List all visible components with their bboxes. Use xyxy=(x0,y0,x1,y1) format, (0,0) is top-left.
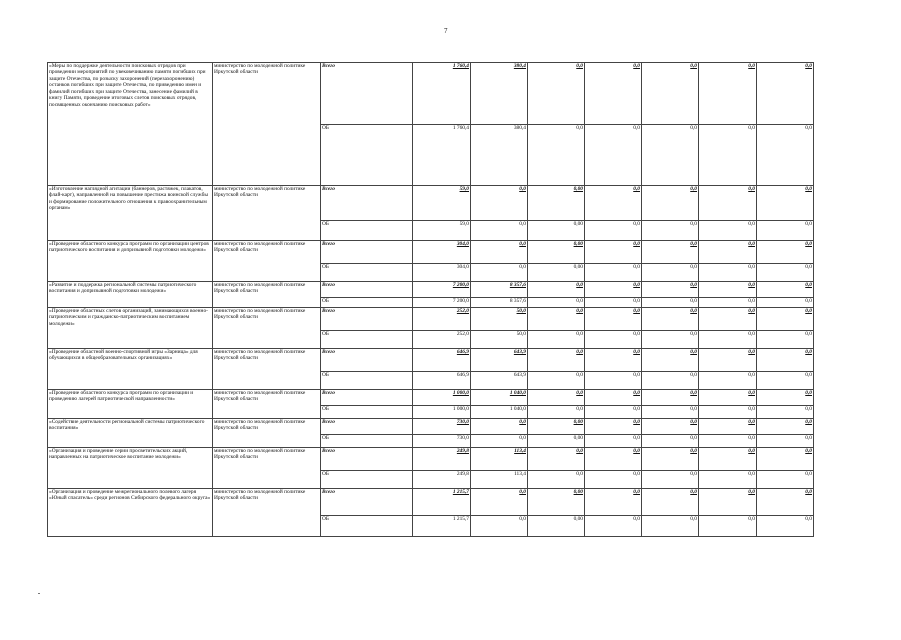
value-cell: 0,0 xyxy=(528,471,585,489)
value-cell: 0,0 xyxy=(699,241,757,264)
measure-description: «Проведение областных слетов организаций, занимающихся военно-патриотическим и гражданско-патриотическим воспитанием молодежи» xyxy=(48,308,213,349)
responsible-org: министерство по молодежной политике Иркутской области xyxy=(213,489,321,537)
measure-description: «Организация и проведение серии просветительских акций, направленных на патриотическое воспитание молодежи» xyxy=(48,448,213,489)
value-cell: 0,0 xyxy=(642,516,699,537)
scan-speck xyxy=(38,593,40,594)
page-number: 7 xyxy=(444,27,448,35)
funding-source-total: Всего xyxy=(321,282,413,298)
value-cell: 1 760,4 xyxy=(413,125,471,186)
value-cell: 0,0 xyxy=(585,298,642,308)
value-cell: 0,0 xyxy=(699,282,757,298)
value-cell: 0,00 xyxy=(528,435,585,448)
funding-source-ob: ОБ xyxy=(321,264,413,282)
funding-source-total: Всего xyxy=(321,241,413,264)
value-cell: 8 357,6 xyxy=(471,298,528,308)
value-cell: 0,0 xyxy=(757,471,814,489)
value-cell: 1 000,0 xyxy=(413,406,471,419)
value-cell: 0,0 xyxy=(699,448,757,471)
value-cell: 0,0 xyxy=(642,125,699,186)
value-cell: 0,0 xyxy=(757,349,814,372)
funding-source-ob: ОБ xyxy=(321,298,413,308)
value-cell: 0,0 xyxy=(585,406,642,419)
value-cell: 7 200,0 xyxy=(413,282,471,298)
funding-source-total: Всего xyxy=(321,448,413,471)
value-cell: 0,0 xyxy=(642,282,699,298)
responsible-org: министерство по молодежной политике Иркутской области xyxy=(213,241,321,282)
value-cell: 252,0 xyxy=(413,331,471,349)
value-cell: 730,0 xyxy=(413,435,471,448)
value-cell: 0,0 xyxy=(757,125,814,186)
value-cell: 0,0 xyxy=(699,125,757,186)
value-cell: 0,0 xyxy=(757,489,814,516)
funding-source-total: Всего xyxy=(321,349,413,372)
table-row xyxy=(48,489,814,516)
value-cell: 0,00 xyxy=(528,264,585,282)
responsible-org: министерство по молодежной политике Иркутской области xyxy=(213,448,321,489)
value-cell: 0,0 xyxy=(757,372,814,390)
funding-source-ob: ОБ xyxy=(321,221,413,241)
value-cell: 0,0 xyxy=(642,241,699,264)
value-cell: 50,0 xyxy=(471,308,528,331)
value-cell: 1 760,4 xyxy=(413,63,471,125)
value-cell: 59,0 xyxy=(413,221,471,241)
table-row xyxy=(48,390,814,406)
value-cell: 0,0 xyxy=(757,419,814,435)
funding-source-ob: ОБ xyxy=(321,406,413,419)
funding-source-total: Всего xyxy=(321,63,413,125)
value-cell: 0,0 xyxy=(757,186,814,221)
funding-source-ob: ОБ xyxy=(321,471,413,489)
value-cell: 0,0 xyxy=(642,390,699,406)
table-row xyxy=(48,419,814,435)
measure-description: «Проведение областной военно-спортивной игры «Зарница» для обучающихся в общеобразовательных организациях» xyxy=(48,349,213,390)
value-cell: 0,0 xyxy=(699,489,757,516)
value-cell: 0,0 xyxy=(642,308,699,331)
value-cell: 0,0 xyxy=(471,241,528,264)
value-cell: 0,0 xyxy=(642,448,699,471)
value-cell: 0,0 xyxy=(471,516,528,537)
value-cell: 0,0 xyxy=(699,390,757,406)
value-cell: 0,0 xyxy=(585,390,642,406)
value-cell: 730,0 xyxy=(413,419,471,435)
value-cell: 304,0 xyxy=(413,264,471,282)
value-cell: 1 215,7 xyxy=(413,516,471,537)
measure-description: «Содействие деятельности региональной системы патриотического воспитания» xyxy=(48,419,213,448)
value-cell: 0,0 xyxy=(642,331,699,349)
value-cell: 304,0 xyxy=(413,241,471,264)
value-cell: 0,00 xyxy=(528,241,585,264)
value-cell: 0,0 xyxy=(642,489,699,516)
value-cell: 0,0 xyxy=(699,435,757,448)
value-cell: 0,00 xyxy=(528,489,585,516)
value-cell: 0,0 xyxy=(528,406,585,419)
funding-source-ob: ОБ xyxy=(321,516,413,537)
value-cell: 0,0 xyxy=(585,471,642,489)
funding-source-ob: ОБ xyxy=(321,331,413,349)
funding-source-total: Всего xyxy=(321,308,413,331)
value-cell: 0,0 xyxy=(585,264,642,282)
value-cell: 380,4 xyxy=(471,63,528,125)
funding-source-total: Всего xyxy=(321,390,413,406)
value-cell: 0,0 xyxy=(528,349,585,372)
value-cell: 0,0 xyxy=(757,435,814,448)
funding-source-ob: ОБ xyxy=(321,125,413,186)
value-cell: 0,0 xyxy=(471,489,528,516)
value-cell: 0,0 xyxy=(642,419,699,435)
value-cell: 50,0 xyxy=(471,331,528,349)
value-cell: 0,0 xyxy=(699,331,757,349)
value-cell: 0,0 xyxy=(528,448,585,471)
value-cell: 0,0 xyxy=(642,264,699,282)
responsible-org: министерство по молодежной политике Иркутской области xyxy=(213,419,321,448)
value-cell: 0,0 xyxy=(757,63,814,125)
value-cell: 0,0 xyxy=(471,221,528,241)
value-cell: 0,00 xyxy=(528,221,585,241)
value-cell: 0,0 xyxy=(585,435,642,448)
value-cell: 0,0 xyxy=(528,308,585,331)
measure-description: «Развитие и поддержка региональной системы патриотического воспитания и допризывной подготовки молодежи» xyxy=(48,282,213,308)
value-cell: 249,8 xyxy=(413,471,471,489)
value-cell: 7 200,0 xyxy=(413,298,471,308)
value-cell: 0,0 xyxy=(528,282,585,298)
value-cell: 0,0 xyxy=(699,63,757,125)
value-cell: 8 357,6 xyxy=(471,282,528,298)
measure-description: «Проведение областного конкурса программ по организации и проведению лагерей патриотической направленности» xyxy=(48,390,213,419)
value-cell: 113,4 xyxy=(471,448,528,471)
value-cell: 0,0 xyxy=(757,282,814,298)
value-cell: 643,9 xyxy=(471,372,528,390)
value-cell: 0,0 xyxy=(757,308,814,331)
responsible-org: министерство по молодежной политике Иркутской области xyxy=(213,349,321,390)
responsible-org: министерство по молодежной политике Иркутской области xyxy=(213,308,321,349)
value-cell: 0,0 xyxy=(757,241,814,264)
value-cell: 0,00 xyxy=(528,419,585,435)
value-cell: 59,0 xyxy=(413,186,471,221)
value-cell: 643,9 xyxy=(471,349,528,372)
value-cell: 0,0 xyxy=(471,186,528,221)
value-cell: 0,0 xyxy=(757,264,814,282)
value-cell: 0,0 xyxy=(699,372,757,390)
measure-description: «Проведение областного конкурса программ по организации центров патриотического воспитания и допризывной подготовки молодежи» xyxy=(48,241,213,282)
value-cell: 0,0 xyxy=(585,308,642,331)
value-cell: 113,4 xyxy=(471,471,528,489)
responsible-org: министерство по молодежной политике Иркутской области xyxy=(213,390,321,419)
value-cell: 0,0 xyxy=(585,489,642,516)
value-cell: 0,0 xyxy=(585,516,642,537)
value-cell: 0,0 xyxy=(757,221,814,241)
value-cell: 0,0 xyxy=(585,282,642,298)
value-cell: 0,0 xyxy=(528,298,585,308)
value-cell: 0,0 xyxy=(642,186,699,221)
value-cell: 1 040,0 xyxy=(471,390,528,406)
value-cell: 0,0 xyxy=(471,419,528,435)
value-cell: 1 040,0 xyxy=(471,406,528,419)
value-cell: 0,0 xyxy=(585,241,642,264)
funding-source-total: Всего xyxy=(321,419,413,435)
value-cell: 0,0 xyxy=(528,390,585,406)
responsible-org: министерство по молодежной политике Иркутской области xyxy=(213,282,321,308)
value-cell: 0,0 xyxy=(528,372,585,390)
value-cell: 0,0 xyxy=(642,221,699,241)
measure-description: «Организация и проведение межрегионального полевого лагеря «Юный спасатель» среди регионов Сибирского федерального округа» xyxy=(48,489,213,537)
value-cell: 0,0 xyxy=(585,221,642,241)
value-cell: 0,0 xyxy=(757,448,814,471)
value-cell: 0,0 xyxy=(642,471,699,489)
table-row xyxy=(48,63,814,125)
funding-source-total: Всего xyxy=(321,489,413,516)
table-row xyxy=(48,186,814,221)
value-cell: 0,0 xyxy=(585,331,642,349)
value-cell: 0,0 xyxy=(585,186,642,221)
value-cell: 1 215,7 xyxy=(413,489,471,516)
measure-description: «Меры по поддержке деятельности поисковых отрядов при проведении мероприятий по увековечиванию памяти погибших при защите Отечества, по розыску захоронений (перезахоронению) останков погибших при защите Отечества, по приведению имен и фамилий погибших при защите Отечества, занесение фамилий в книгу Памяти, проведение итоговых слетов поисковых отрядов, посвященных окончанию поисковых работ» xyxy=(48,63,213,186)
measure-description: «Изготовление наглядной агитации (баннеров, растяжек, плакатов, флай-карт), направленной на повышение престижа воинской службы и формирование положительного отношения к правоохранительным органам» xyxy=(48,186,213,241)
value-cell: 0,0 xyxy=(642,63,699,125)
table-row xyxy=(48,349,814,372)
funding-source-ob: ОБ xyxy=(321,435,413,448)
value-cell: 0,0 xyxy=(757,516,814,537)
value-cell: 0,0 xyxy=(699,516,757,537)
value-cell: 646,9 xyxy=(413,372,471,390)
table-row xyxy=(48,282,814,298)
value-cell: 0,0 xyxy=(528,125,585,186)
budget-table xyxy=(47,62,814,537)
table-row xyxy=(48,241,814,264)
value-cell: 0,0 xyxy=(642,372,699,390)
value-cell: 0,0 xyxy=(699,349,757,372)
value-cell: 0,0 xyxy=(585,349,642,372)
value-cell: 0,0 xyxy=(642,349,699,372)
value-cell: 0,0 xyxy=(528,331,585,349)
value-cell: 0,0 xyxy=(585,448,642,471)
funding-source-total: Всего xyxy=(321,186,413,221)
value-cell: 0,0 xyxy=(699,308,757,331)
value-cell: 380,4 xyxy=(471,125,528,186)
value-cell: 0,0 xyxy=(528,63,585,125)
value-cell: 0,0 xyxy=(757,298,814,308)
value-cell: 0,0 xyxy=(642,406,699,419)
value-cell: 0,0 xyxy=(585,63,642,125)
value-cell: 0,0 xyxy=(699,264,757,282)
value-cell: 0,0 xyxy=(471,264,528,282)
value-cell: 252,0 xyxy=(413,308,471,331)
value-cell: 0,0 xyxy=(757,331,814,349)
value-cell: 0,0 xyxy=(699,419,757,435)
value-cell: 0,0 xyxy=(585,372,642,390)
value-cell: 0,0 xyxy=(699,298,757,308)
value-cell: 0,0 xyxy=(642,298,699,308)
value-cell: 249,8 xyxy=(413,448,471,471)
funding-source-ob: ОБ xyxy=(321,372,413,390)
value-cell: 646,9 xyxy=(413,349,471,372)
value-cell: 0,0 xyxy=(757,390,814,406)
value-cell: 0,0 xyxy=(642,435,699,448)
responsible-org: министерство по молодежной политике Иркутской области xyxy=(213,186,321,241)
table-row xyxy=(48,308,814,331)
value-cell: 0,0 xyxy=(699,471,757,489)
table-row xyxy=(48,448,814,471)
value-cell: 0,0 xyxy=(585,419,642,435)
value-cell: 0,0 xyxy=(471,435,528,448)
responsible-org: министерство по молодежной политике Иркутской области xyxy=(213,63,321,186)
value-cell: 0,0 xyxy=(699,406,757,419)
value-cell: 0,00 xyxy=(528,186,585,221)
value-cell: 0,0 xyxy=(699,186,757,221)
value-cell: 0,00 xyxy=(528,516,585,537)
value-cell: 1 000,0 xyxy=(413,390,471,406)
value-cell: 0,0 xyxy=(585,125,642,186)
value-cell: 0,0 xyxy=(757,406,814,419)
value-cell: 0,0 xyxy=(699,221,757,241)
